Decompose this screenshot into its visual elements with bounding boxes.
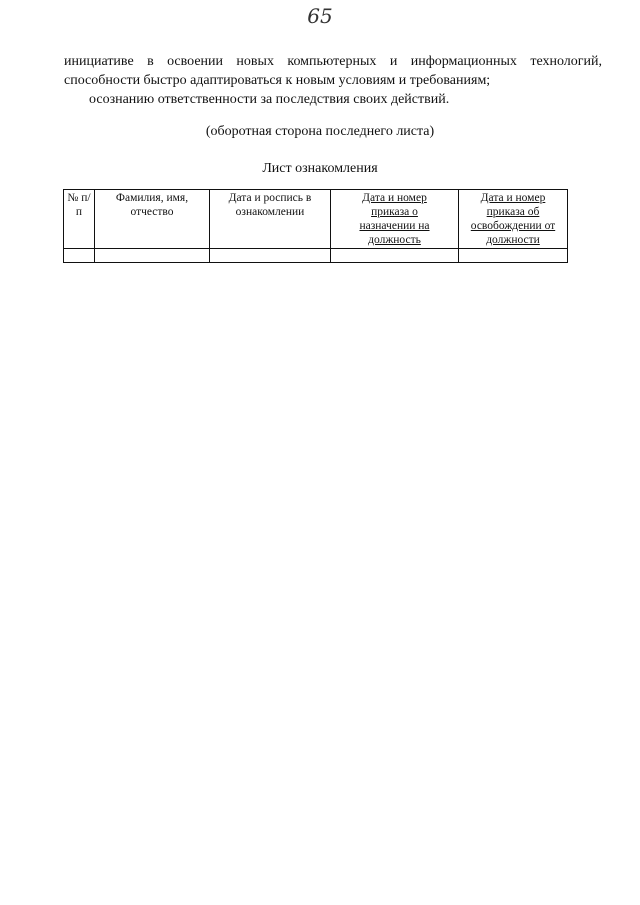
- table-cell: [95, 249, 210, 263]
- header-number-label: № п/п: [67, 192, 91, 218]
- header-appointment-order: [331, 190, 459, 249]
- header-dismissal-order-label: Дата и номер приказа об освобождении от должности: [470, 192, 556, 246]
- table-cell: [331, 249, 459, 263]
- header-dismissal-order: [459, 190, 568, 249]
- body-text: [64, 52, 602, 109]
- table-cell: [210, 249, 331, 263]
- table-cell: [64, 249, 95, 263]
- table-header-row: [64, 190, 568, 249]
- page-number: 65: [307, 4, 333, 28]
- header-acknowledgement-date-label: Дата и роспись в ознакомлении: [228, 192, 312, 218]
- sheet-title: Лист ознакомления: [262, 161, 378, 176]
- acknowledgement-table: [63, 189, 568, 263]
- table-cell: [459, 249, 568, 263]
- header-full-name-label: Фамилия, имя, отчество: [115, 192, 189, 218]
- paragraph-responsibility: осознанию ответственности за последствия своих действий.: [89, 92, 450, 107]
- header-number: [64, 190, 95, 249]
- page-subtitle: (оборотная сторона последнего листа): [205, 124, 435, 139]
- table-row: [64, 249, 568, 263]
- header-full-name: [95, 190, 210, 249]
- header-acknowledgement-date: [210, 190, 331, 249]
- header-appointment-order-label: Дата и номер приказа о назначении на должность: [359, 192, 430, 246]
- paragraph-initiative: инициативе в освоении новых компьютерных и информационных технологий, способности быстро адаптироваться к новым условиям и требованиям;: [64, 54, 602, 88]
